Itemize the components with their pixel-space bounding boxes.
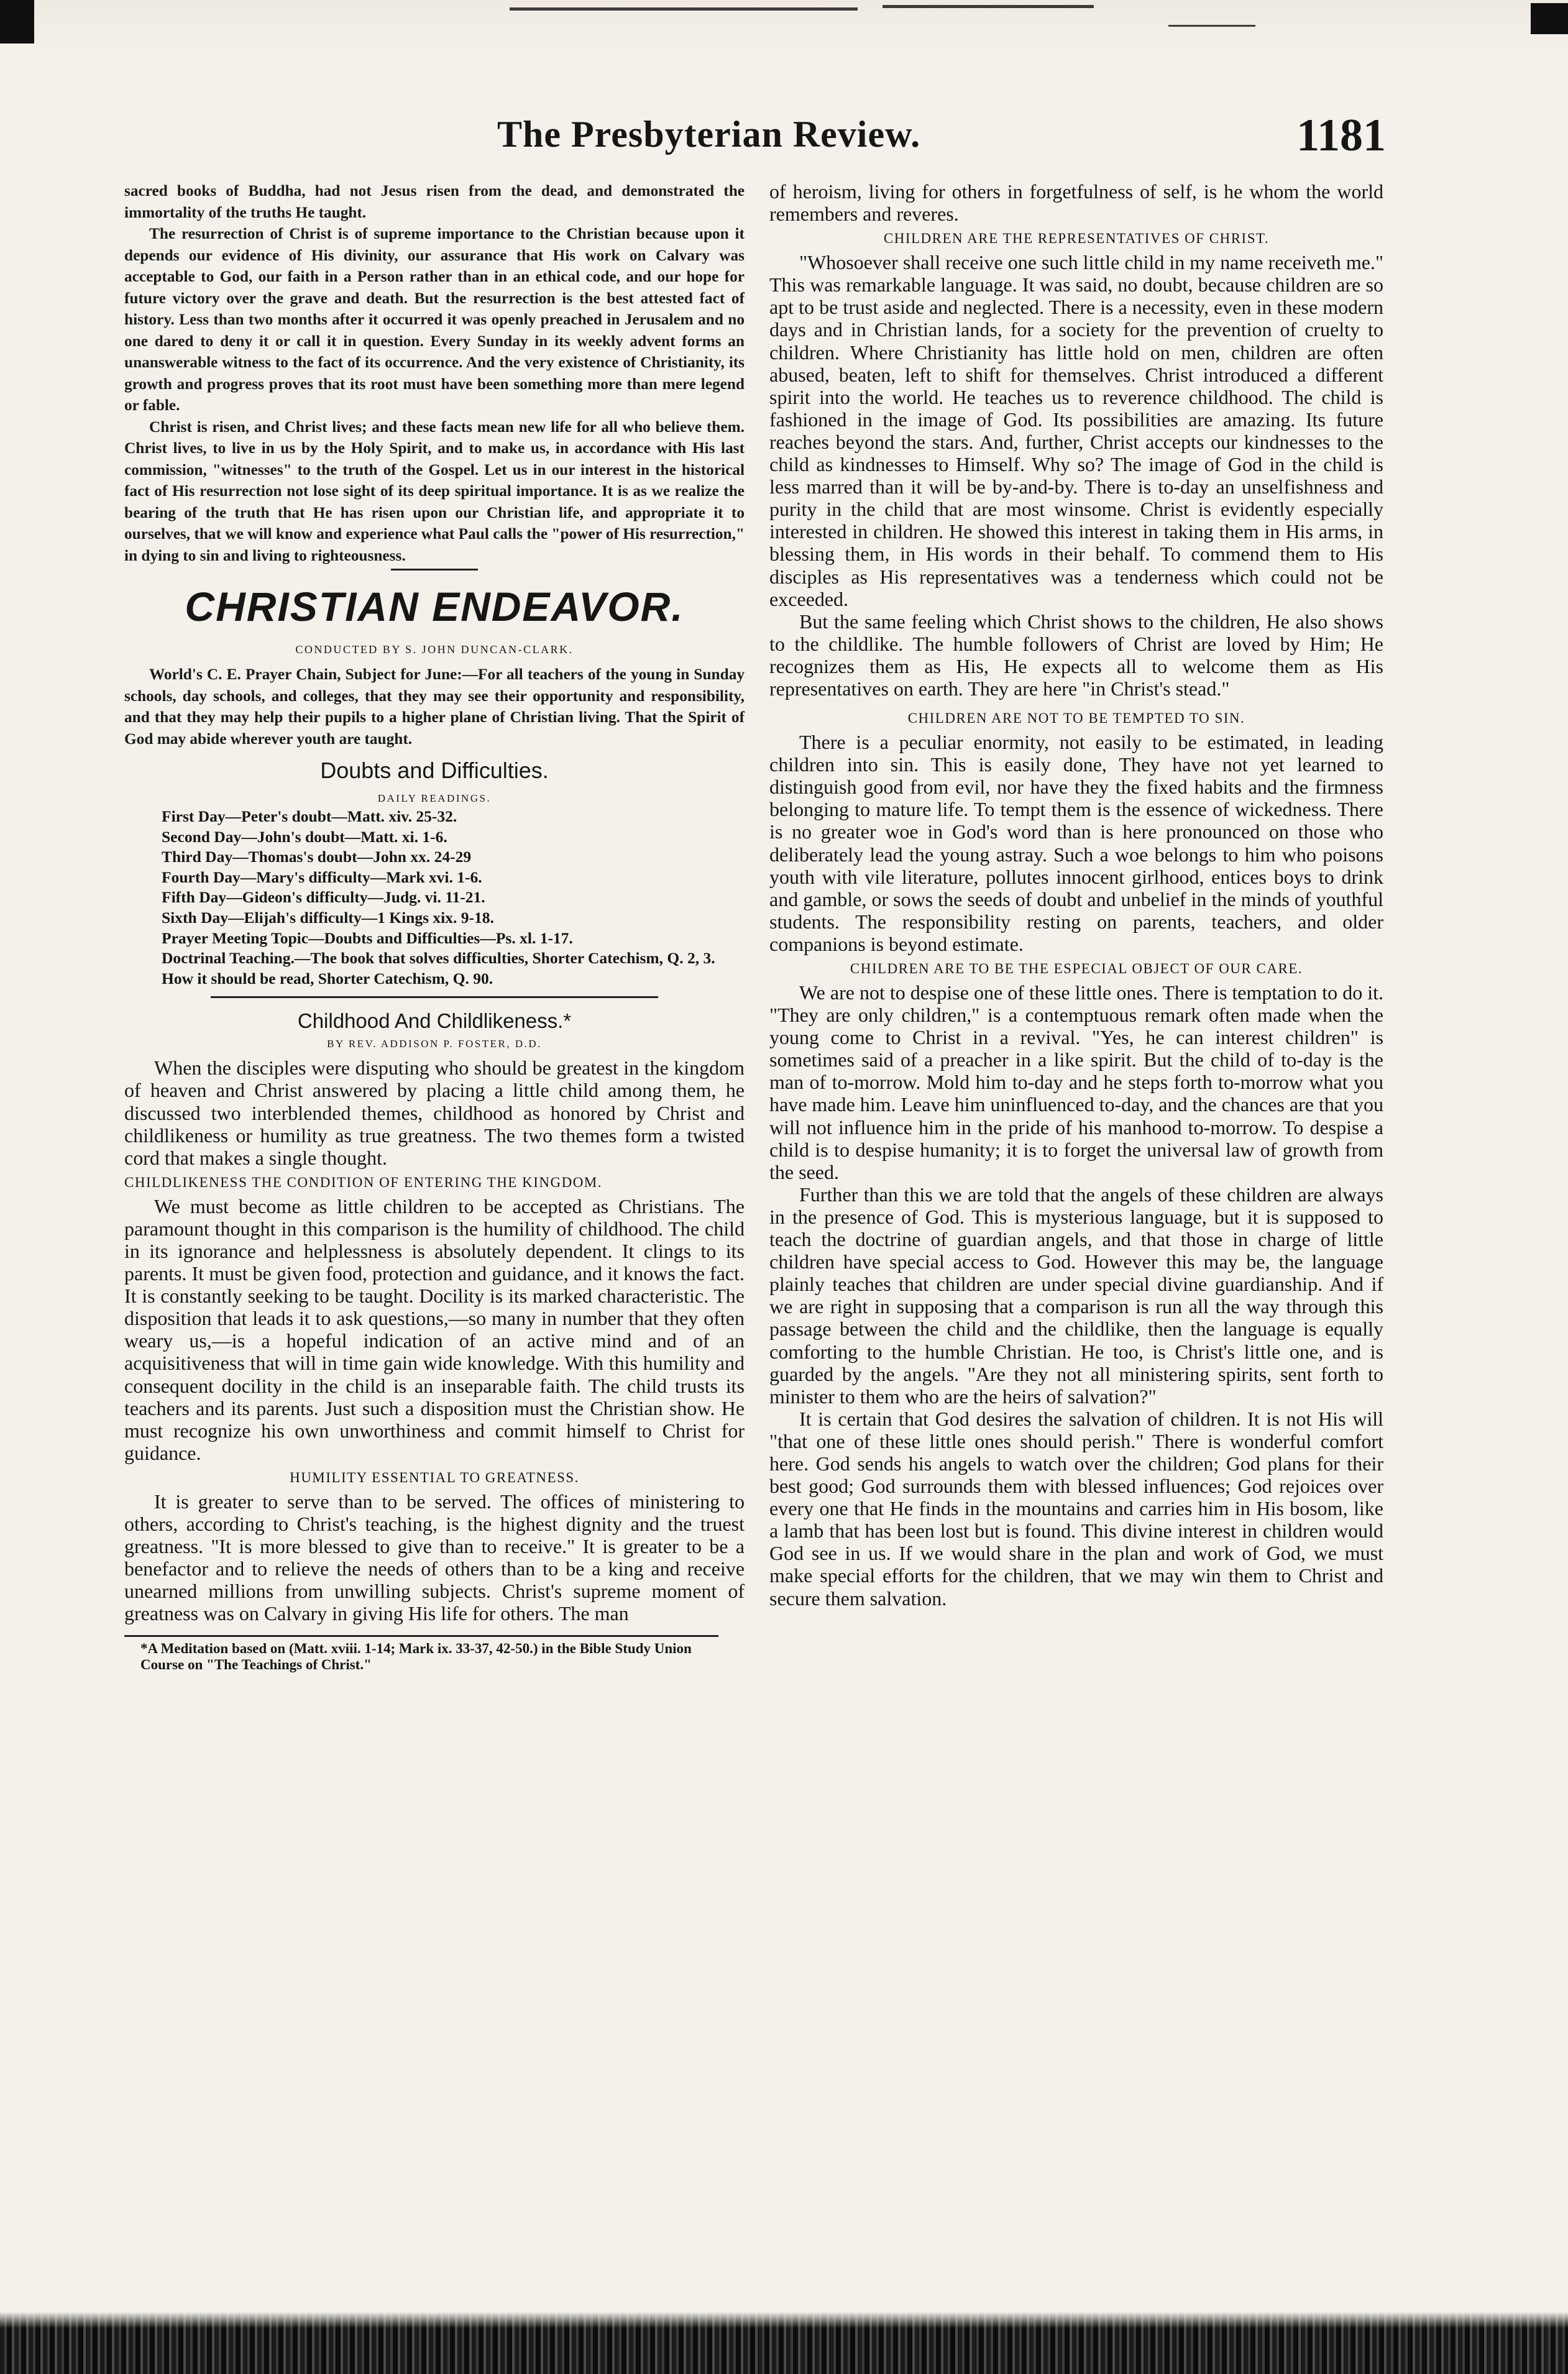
- journal-title: The Presbyterian Review.: [497, 114, 921, 155]
- topic-title: Doubts and Difficulties.: [320, 758, 549, 783]
- subheading: CHILDLIKENESS THE CONDITION OF ENTERING THE KINGDOM.: [124, 1174, 603, 1190]
- reading-item: Sixth Day—Elijah's difficulty—1 Kings xix. 9-18.: [162, 908, 494, 927]
- paragraph: There is a peculiar enormity, not easily to be estimated, in leading children into sin. This is easily done, They have not yet learned to distinguish good from evil, nor have they the fixed habits and the firmness belonging to mature life. To tempt them is the essence of wickedness. There is no greater woe in God's word than is here pronounced on those who deliberately lead the young astray. Such a woe belongs to him who poisons youth with vile literature, pollutes innocent girlhood, entices boys to drink and gamble, or sows the seeds of doubt and unbelief in the minds of youthful students. The responsibility resting on parents, teachers, and older companions is beyond estimate.: [769, 731, 1383, 955]
- scan-streak: [883, 5, 1094, 8]
- reading-item: Second Day—John's doubt—Matt. xi. 1-6.: [162, 827, 447, 846]
- scan-streak: [510, 7, 858, 11]
- paragraph: "Whosoever shall receive one such little child in my name receiveth me." This was remarkable language. It was said, no doubt, because children are so apt to be trust aside and neglected. There is a necessity, even in these modern days and in Christian lands, for a society for the prevention of cruelty to children. Where Christianity has little hold on men, children are often abused, beaten, left to shift for themselves. Christ introduced a different spirit into the world. He teaches us to reverence childhood. The child is fashioned in the image of God. Its possibilities are amazing. Its future reaches beyond the stars. And, further, Christ accepts our kindnesses to the child as kindnesses to Himself. Why so? The image of God in the child is less marred than it will be by-and-by. There is to-day an unselfishness and purity in the child that are most winsome. Christ is evidently especially interested in children. He showed this interest in taking them in His arms, in blessing them, in His words in their behalf. To commend them to His disciples as His representatives was a tenderness which could not be exceeded.: [769, 251, 1383, 610]
- scan-streak: [1168, 25, 1255, 27]
- subheading: CHILDREN ARE THE REPRESENTATIVES OF CHRIST.: [883, 231, 1270, 247]
- left-column: [124, 180, 745, 1673]
- scan-top-edge: [0, 0, 1568, 59]
- readings-label: DAILY READINGS.: [377, 792, 492, 804]
- readings-list: [124, 807, 745, 989]
- paragraph: We are not to despise one of these little ones. There is temptation to do it. "They are only children," is a contemptuous remark often made when the young come to Christ in a revival. "Yes, he can interest children" is sometimes said of a preacher in a like spirit. But the child of to-day is the man of to-morrow. Mold him to-day and he steps forth to-morrow what you have made him. Leave him uninfluenced to-day, and the chances are that you will not influence him in the pride of his manhood to-morrow. To despise a child is to despise humanity; it is to forget the universal law of growth from the seed.: [769, 981, 1383, 1183]
- paragraph: It is certain that God desires the salvation of children. It is not His will "that one of these little ones should perish." There is wonderful comfort here. God sends his angels to watch over the children; God plans for their best good; God surrounds them with blessed influences; God rejoices over every one that He finds in the mountains and carries him in His bosom, like a lamb that has been lost but is found. This divine interest in children would God see in us. If we would share in the plan and work of God, we must make special efforts for the children, that we may win them to Christ and secure them salvation.: [769, 1407, 1383, 1610]
- footnote: *A Meditation based on (Matt. xviii. 1-14; Mark ix. 33-37, 42-50.) in the Bible Study Union Course on "The Teachings of Christ.": [124, 1635, 718, 1673]
- paragraph: But the same feeling which Christ shows to the children, He also shows to the childlike. The humble followers of Christ are loved by Him; He recognizes them as His, He expects all to welcome them as His representatives on earth. They are here "in Christ's stead.": [769, 610, 1383, 700]
- article-title: Childhood And Childlikeness.*: [297, 1009, 572, 1033]
- scan-bottom-edge: [0, 2312, 1568, 2374]
- paragraph: When the disciples were disputing who should be greatest in the kingdom of heaven and Christ answered by placing a little child among them, he discussed two interblended themes, childhood as honored by Christ and childlikeness or humility as true greatness. The two themes form a twisted cord that makes a single thought.: [124, 1056, 745, 1169]
- scan-blot-right: [1531, 3, 1568, 34]
- prayer-meeting-topic: Prayer Meeting Topic—Doubts and Difficulties—Ps. xl. 1-17.: [162, 928, 573, 947]
- divider: [211, 996, 658, 998]
- subheading: HUMILITY ESSENTIAL TO GREATNESS.: [290, 1469, 579, 1485]
- page-number: 1181: [1296, 110, 1386, 161]
- running-head: [472, 110, 1386, 163]
- paragraph: Further than this we are told that the angels of these children are always in the presence of God. This is mysterious language, but it is supposed to teach the doctrine of guardian angels, and that those in charge of little children have special access to God. However this may be, the language plainly teaches that children are under special divine guardianship. And if we are right in supposing that a comparison is run all the way through this passage between the child and the childlike, then the language is equally comforting to the humble Christian. He too, is Christ's little one, and is guarded by the angels. "Are they not all ministering spirits, sent forth to minister to them who are the heirs of salvation?": [769, 1183, 1383, 1408]
- paragraph: Christ is risen, and Christ lives; and these facts mean new life for all who believe them. Christ lives, to live in us by the Holy Spirit, and to make us, in accordance with His last commission, "witnesses" to the truth of the Gospel. Let us in our interest in the historical fact of His resurrection not lose sight of its deep spiritual importance. It is as we realize the bearing of the truth that He has risen upon our Christian life, and appropriate it to ourselves, that we will know and experience what Paul calls the "power of His resurrection," in dying to sin and living to righteousness.: [124, 418, 745, 564]
- section-heading-christian-endeavor: CHRISTIAN ENDEAVOR.: [185, 584, 684, 630]
- subheading: CHILDREN ARE NOT TO BE TEMPTED TO SIN.: [907, 710, 1245, 726]
- paragraph: The resurrection of Christ is of supreme importance to the Christian because upon it depends our evidence of His divinity, our assurance that His work on Calvary was acceptable to God, our faith in a Person rather than in an ethical code, and our hope for future victory over the grave and death. But the resurrection is the best attested fact of history. Less than two months after it occurred it was openly preached in Jerusalem and no one dared to deny it or call it in question. Every Sunday in its weekly advent forms an unanswerable witness to the fact of its occurrence. And the very existence of Christianity, its growth and progress proves that its root must have been something more than mere legend or fable.: [124, 225, 745, 414]
- reading-item: Third Day—Thomas's doubt—John xx. 24-29: [162, 848, 472, 866]
- doctrinal-teaching: Doctrinal Teaching.—The book that solves difficulties, Shorter Catechism, Q. 2, 3. How it should be read, Shorter Catechism, Q. 90.: [162, 949, 715, 988]
- reading-item: First Day—Peter's doubt—Matt. xiv. 25-32.: [162, 807, 457, 825]
- reading-item: Fifth Day—Gideon's difficulty—Judg. vi. 11-21.: [162, 888, 485, 907]
- paragraph: of heroism, living for others in forgetfulness of self, is he whom the world remembers and reveres.: [769, 180, 1383, 226]
- reading-item: Fourth Day—Mary's difficulty—Mark xvi. 1-6.: [162, 868, 482, 886]
- paragraph: It is greater to serve than to be served. The offices of ministering to others, according to Christ's teaching, is the highest dignity and the truest greatness. "It is more blessed to give than to receive." It is greater to be a benefactor and to relieve the needs of others than to be a king and receive unearned millions from unwilling subjects. Christ's supreme moment of greatness was on Calvary in giving His life for others. The man: [124, 1490, 745, 1625]
- scan-fade: [0, 2312, 1568, 2328]
- paragraph: We must become as little children to be accepted as Christians. The paramount thought in this comparison is the humility of childhood. The child in its ignorance and helplessness is absolutely dependent. It clings to its parents. It must be given food, protection and guidance, and it knows the fact. It is constantly seeking to be taught. Docility is its marked characteristic. The disposition that leads it to ask questions,—so many in number that they often weary us,—is a hopeful indication of an active mind and of an acquisitiveness that will in time gain wide knowledge. With this humility and consequent docility in the child is an inseparable faith. The child trusts its teachers and its parents. Just such a disposition must the Christian show. He must recognize his own unworthiness and commit himself to Christ for guidance.: [124, 1194, 745, 1464]
- right-column: [769, 180, 1383, 1610]
- subheading: CHILDREN ARE TO BE THE ESPECIAL OBJECT OF OUR CARE.: [850, 961, 1303, 976]
- byline: CONDUCTED BY S. JOHN DUNCAN-CLARK.: [295, 643, 574, 656]
- article-byline: BY REV. ADDISON P. FOSTER, D.D.: [327, 1038, 542, 1050]
- paragraph: sacred books of Buddha, had not Jesus risen from the dead, and demonstrated the immortality of the truths He taught.: [124, 182, 745, 221]
- divider: [391, 569, 478, 571]
- scan-blot-left: [0, 0, 34, 44]
- paragraph: World's C. E. Prayer Chain, Subject for June:—For all teachers of the young in Sunday schools, day schools, and colleges, that they may see their opportunity and responsibility, and that they may help their pupils to a higher plane of Christian living. That the Spirit of God may abide wherever youth are taught.: [124, 666, 745, 748]
